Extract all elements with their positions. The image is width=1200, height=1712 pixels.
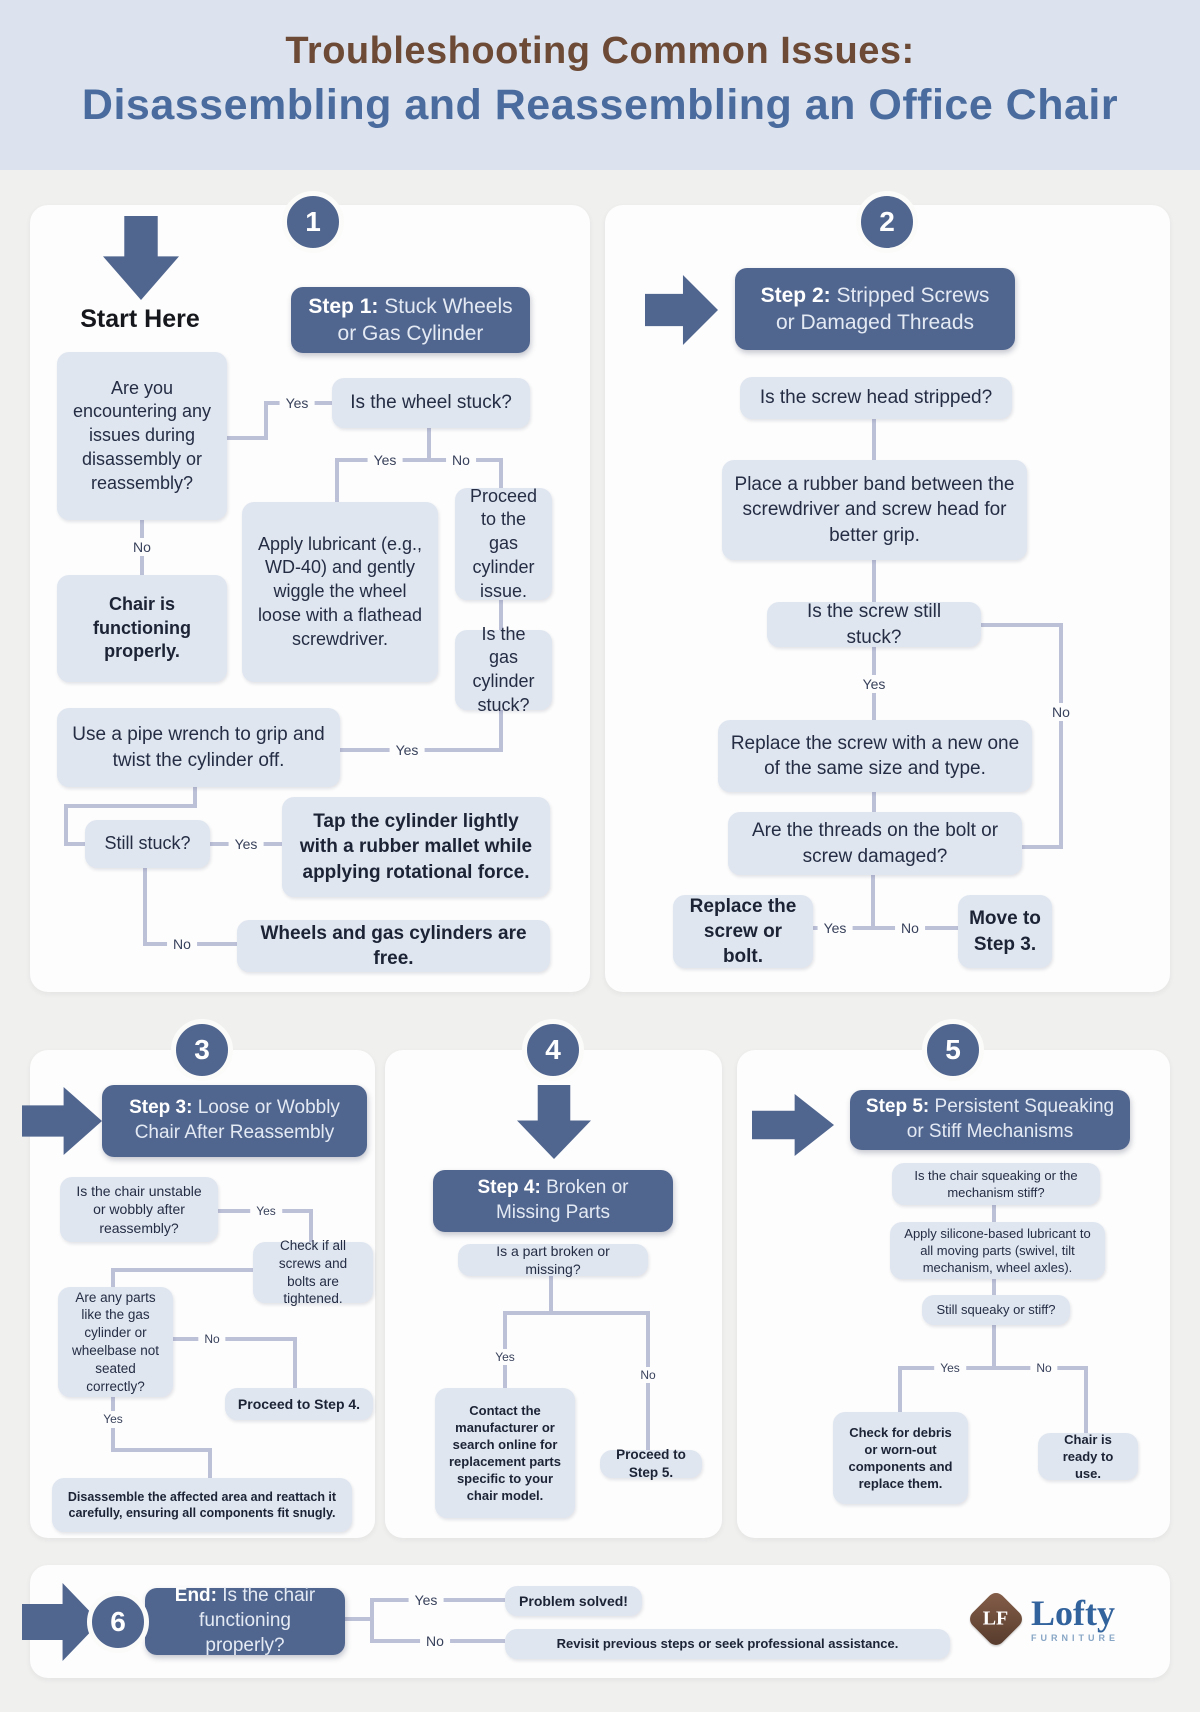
disassemble-box: Disassemble the affected area and reattach it carefully, ensuring all components fit snugly.	[52, 1478, 352, 1532]
replace-bolt-box: Replace the screw or bolt.	[673, 895, 813, 968]
connector	[227, 436, 268, 440]
contact-manufacturer-box: Contact the manufacturer or search online for replacement parts specific to your chair model.	[435, 1388, 575, 1518]
edge-label-no: No	[167, 935, 197, 953]
connector	[208, 1448, 212, 1478]
edge-label-no: No	[634, 1367, 661, 1383]
connector	[503, 1311, 650, 1315]
step4-badge: 4	[522, 1019, 584, 1081]
edge-label-yes: Yes	[280, 394, 315, 412]
connector	[499, 458, 503, 488]
connector	[335, 458, 339, 502]
edge-label-yes: Yes	[934, 1360, 966, 1376]
connector	[992, 1279, 996, 1295]
connector	[111, 1268, 115, 1287]
edge-label-yes: Yes	[409, 1591, 444, 1609]
connector	[370, 1598, 374, 1643]
chair-ok-box: Chair is functioning properly.	[57, 575, 227, 682]
move-step3-box: Move to Step 3.	[958, 895, 1052, 968]
step1-badge: 1	[282, 191, 344, 253]
edge-label-yes: Yes	[489, 1349, 521, 1365]
step4-header-box: Step 4: Broken or Missing Parts	[433, 1170, 673, 1232]
connector	[1022, 845, 1063, 849]
connector	[264, 401, 268, 440]
stripped-question-box: Is the screw head stripped?	[740, 377, 1012, 419]
lubricant-box: Apply lubricant (e.g., WD-40) and gently wiggle the wheel loose with a flathead screwdriver.	[242, 502, 438, 682]
edge-label-no: No	[1046, 703, 1076, 721]
step1-header-box: Step 1: Stuck Wheels or Gas Cylinder	[291, 287, 530, 353]
tap-cylinder-box: Tap the cylinder lightly with a rubber mallet while applying rotational force.	[282, 797, 550, 897]
connector	[111, 1268, 253, 1272]
wheels-free-box: Wheels and gas cylinders are free.	[237, 920, 550, 972]
connector	[293, 1337, 297, 1388]
check-tightened-box: Check if all screws and bolts are tightened.	[253, 1242, 373, 1303]
edge-label-yes: Yes	[390, 741, 425, 759]
step2-header-box: Step 2: Stripped Screws or Damaged Threads	[735, 268, 1015, 350]
squeak-question-box: Is the chair squeaking or the mechanism stiff?	[892, 1163, 1100, 1205]
connector	[980, 623, 1063, 627]
threads-question-box: Are the threads on the bolt or screw damaged?	[728, 812, 1022, 875]
step3-header-box: Step 3: Loose or Wobbly Chair After Reassembly	[102, 1085, 367, 1157]
connector	[143, 868, 147, 946]
page-header	[0, 0, 1200, 170]
rubber-band-box: Place a rubber band between the screwdriver and screw head for better grip.	[722, 460, 1027, 560]
connector	[173, 1337, 297, 1341]
lofty-monogram: LF	[983, 1607, 1009, 1630]
edge-label-yes: Yes	[97, 1411, 129, 1427]
lofty-logo-subtitle: FURNITURE	[1031, 1633, 1119, 1643]
replace-screw-box: Replace the screw with a new one of the same size and type.	[718, 720, 1032, 792]
edge-label-yes: Yes	[857, 675, 892, 693]
end-badge: 6	[87, 1591, 149, 1653]
connector	[871, 875, 875, 930]
edge-label-no: No	[895, 919, 925, 937]
step3-badge: 3	[171, 1019, 233, 1081]
connector	[64, 842, 87, 846]
proceed-step4-box: Proceed to Step 4.	[225, 1388, 373, 1420]
lofty-logo-mark-icon	[966, 1589, 1025, 1648]
still-stuck-box: Still stuck?	[85, 820, 210, 868]
connector	[872, 560, 876, 602]
connector	[1059, 623, 1063, 849]
edge-label-yes: Yes	[229, 835, 264, 853]
edge-label-yes: Yes	[250, 1203, 282, 1219]
check-debris-box: Check for debris or worn-out components and replace them.	[833, 1412, 968, 1504]
revisit-steps-box: Revisit previous steps or seek professional assistance.	[505, 1629, 950, 1659]
lofty-logo-name: Lofty	[1031, 1593, 1115, 1633]
edge-label-yes: Yes	[818, 919, 853, 937]
edge-label-no: No	[1030, 1360, 1057, 1376]
step5-header-box: Step 5: Persistent Squeaking or Stiff Mechanisms	[850, 1090, 1130, 1150]
silicone-lubricant-box: Apply silicone-based lubricant to all moving parts (swivel, tilt mechanism, wheel axles).	[890, 1222, 1105, 1279]
connector	[335, 458, 503, 462]
proceed-step5-box: Proceed to Step 5.	[600, 1450, 702, 1478]
connector	[1084, 1366, 1088, 1433]
gas-question-box: Is the gas cylinder stuck?	[455, 630, 552, 710]
connector	[872, 792, 876, 812]
edge-label-no: No	[446, 451, 476, 469]
page-title-line2: Disassembling and Reassembling an Office Chair	[81, 81, 1119, 129]
step2-badge: 2	[856, 191, 918, 253]
connector	[111, 1448, 212, 1452]
edge-label-yes: Yes	[368, 451, 403, 469]
problem-solved-box: Problem solved!	[505, 1586, 642, 1616]
chair-ready-box: Chair is ready to use.	[1038, 1433, 1138, 1480]
lofty-logo	[975, 1595, 1119, 1643]
edge-label-no: No	[127, 538, 157, 556]
broken-question-box: Is a part broken or missing?	[458, 1244, 648, 1276]
pipe-wrench-box: Use a pipe wrench to grip and twist the cylinder off.	[57, 708, 340, 787]
connector	[898, 1366, 902, 1412]
connector	[64, 804, 68, 846]
proceed-gas-box: Proceed to the gas cylinder issue.	[455, 488, 552, 600]
connector	[898, 1366, 1088, 1370]
connector	[427, 428, 431, 462]
connector	[111, 1397, 115, 1411]
step5-badge: 5	[922, 1019, 984, 1081]
start-here-label: Start Here	[80, 305, 200, 333]
connector	[345, 1617, 372, 1621]
connector	[64, 804, 197, 808]
connector	[992, 1205, 996, 1222]
connector	[992, 1325, 996, 1370]
wheel-question-box: Is the wheel stuck?	[332, 378, 530, 428]
page-title-line1: Troubleshooting Common Issues:	[285, 30, 915, 72]
edge-label-no: No	[420, 1632, 450, 1650]
screw-stuck-question-box: Is the screw still stuck?	[767, 602, 981, 647]
still-squeaky-box: Still squeaky or stiff?	[922, 1295, 1070, 1325]
wobbly-question-box: Is the chair unstable or wobbly after reassembly?	[60, 1177, 218, 1242]
edge-label-no: No	[198, 1331, 225, 1347]
connector	[549, 1276, 553, 1313]
seated-question-box: Are any parts like the gas cylinder or wheelbase not seated correctly?	[58, 1287, 173, 1397]
start-question-box: Are you encountering any issues during disassembly or reassembly?	[57, 352, 227, 520]
end-header-box: End: Is the chair functioning properly?	[145, 1588, 345, 1655]
connector	[872, 419, 876, 460]
